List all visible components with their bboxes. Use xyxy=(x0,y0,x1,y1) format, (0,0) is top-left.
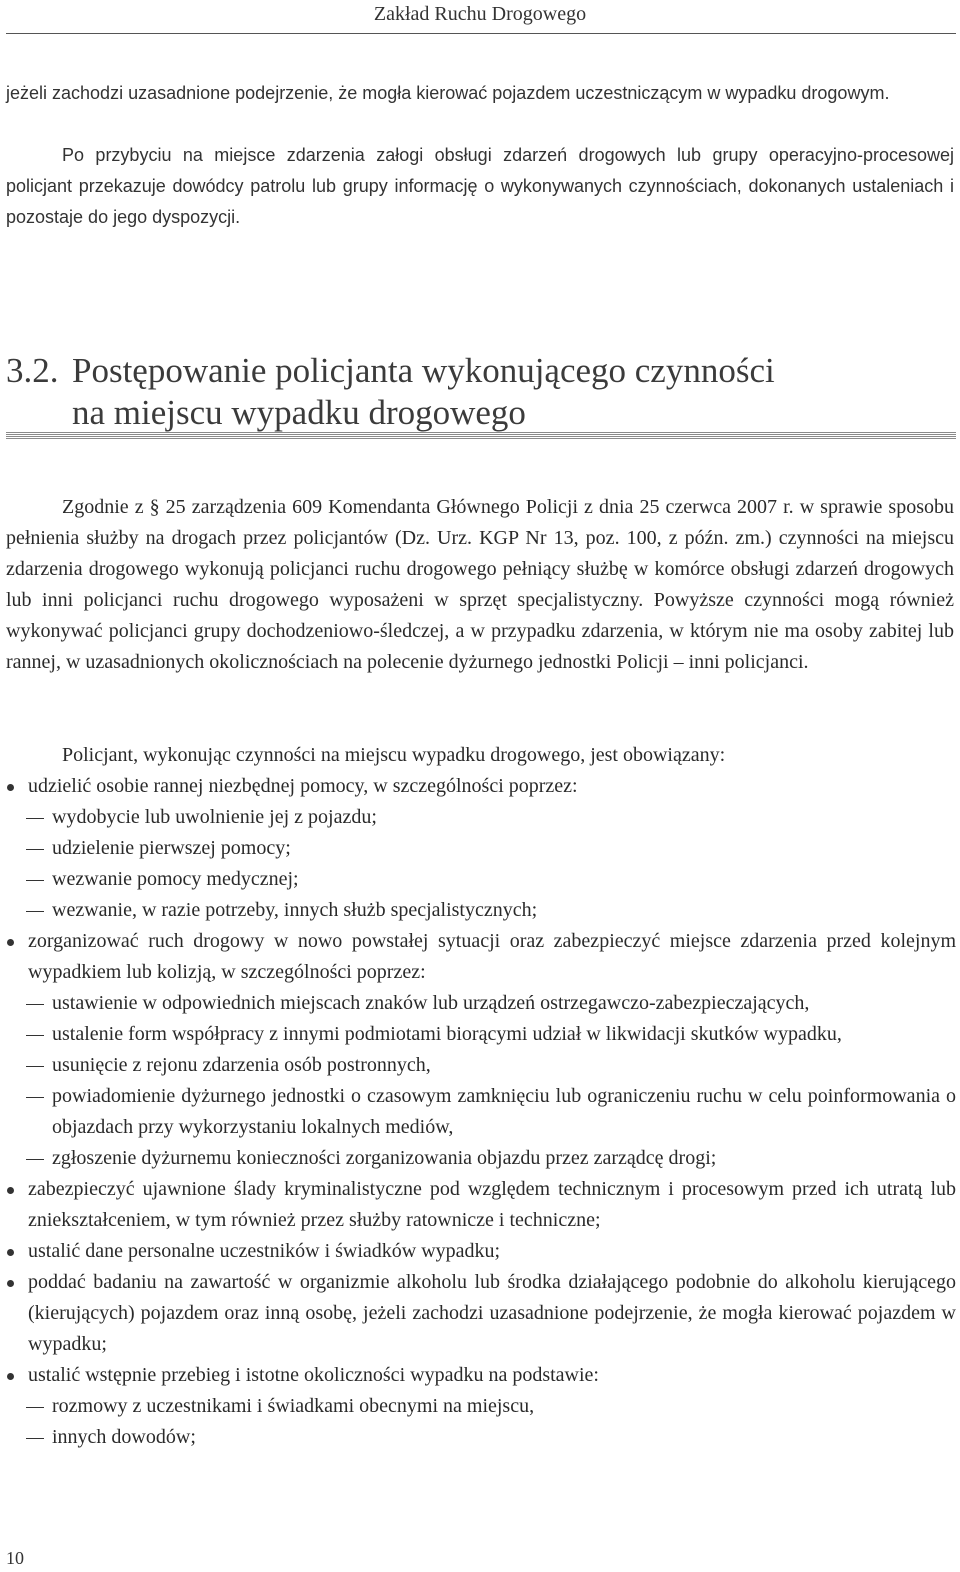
body-paragraph-1: Zgodnie z § 25 zarządzenia 609 Komendanta Głównego Policji z dnia 25 czerwca 2007 r. w sprawie sposobu pełnienia służby na drogach przez policjantów (Dz. Urz. KGP Nr 13, poz. 100, z późn. zm.) czynności na miejscu zdarzenia drogowego wykonują policjanci ruchu drogowego pełniący służbę w komórce obsługi zdarzeń drogowych lub inni policjanci ruchu drogowego wyposażeni w sprzęt specjalistyczny. Powyższe czynności mogą również wykonywać policjanci grupy dochodzeniowo-śledczej, a w przypadku zdarzenia, w którym nie ma osoby zabitej lub rannej, w uzasadnionych okolicznościach na polecenie dyżurnego jednostki Policji – inni policjanci. xyxy=(6,496,954,673)
dash-subitem: wydobycie lub uwolnienie jej z pojazdu; xyxy=(6,802,956,833)
page-number: 10 xyxy=(6,1548,24,1568)
bullet-item: zorganizować ruch drogowy w nowo powstałej sytuacji oraz zabezpieczyć miejsce zdarzenia przed kolejnym wypadkiem lub kolizją, w szczególności poprzez: xyxy=(6,926,956,988)
section-heading xyxy=(6,350,956,434)
dash-subitem: rozmowy z uczestnikami i świadkami obecnymi na miejscu, xyxy=(6,1391,956,1422)
section-heading-rule xyxy=(6,432,956,439)
running-header: Zakład Ruchu Drogowego xyxy=(373,3,587,25)
bullet-item: zabezpieczyć ujawnione ślady kryminalistyczne pod względem technicznym i procesowym przed ich utratą lub zniekształceniem, w tym również przez służby ratownicze i techniczne; xyxy=(6,1174,956,1236)
intro-paragraph-continued: jeżeli zachodzi uzasadnione podejrzenie, że mogła kierować pojazdem uczestniczącym w wypadku drogowym. xyxy=(6,83,890,103)
header-divider xyxy=(6,33,956,34)
dash-subitem: udzielenie pierwszej pomocy; xyxy=(6,833,956,864)
dash-subitem: wezwanie, w razie potrzeby, innych służb specjalistycznych; xyxy=(6,895,956,926)
dash-subitem: zgłoszenie dyżurnemu konieczności zorganizowania objazdu przez zarządcę drogi; xyxy=(6,1143,956,1174)
dash-subitem: innych dowodów; xyxy=(6,1422,956,1453)
dash-subitem: ustalenie form współpracy z innymi podmiotami biorącymi udział w likwidacji skutków wypadku, xyxy=(6,1019,956,1050)
bullet-item: ustalić dane personalne uczestników i świadków wypadku; xyxy=(6,1236,956,1267)
dash-subitem: wezwanie pomocy medycznej; xyxy=(6,864,956,895)
bullet-item: udzielić osobie rannej niezbędnej pomocy, w szczególności poprzez: xyxy=(6,771,956,802)
section-number: 3.2. xyxy=(6,351,59,390)
bullet-item: ustalić wstępnie przebieg i istotne okoliczności wypadku na podstawie: xyxy=(6,1360,956,1391)
bullet-item: poddać badaniu na zawartość w organizmie alkoholu lub środka działającego podobnie do alkoholu kierującego (kierujących) pojazdem oraz inną osobę, jeżeli zachodzi uzasadnione podejrzenie, że mogła kierować pojazdem w wypadku; xyxy=(6,1267,956,1360)
dash-subitem: ustawienie w odpowiednich miejscach znaków lub urządzeń ostrzegawczo-zabezpieczających, xyxy=(6,988,956,1019)
duties-list xyxy=(6,771,956,1453)
section-title-line1: Postępowanie policjanta wykonującego czynności xyxy=(72,351,775,390)
section-title-line2: na miejscu wypadku drogowego xyxy=(72,393,526,432)
body-paragraph-2: Policjant, wykonując czynności na miejscu wypadku drogowego, jest obowiązany: xyxy=(62,744,726,766)
dash-subitem: powiadomienie dyżurnego jednostki o czasowym zamknięciu lub ograniczeniu ruchu w celu poinformowania o objazdach przy wykorzystaniu lokalnych mediów, xyxy=(6,1081,956,1143)
dash-subitem: usunięcie z rejonu zdarzenia osób postronnych, xyxy=(6,1050,956,1081)
intro-paragraph: Po przybyciu na miejsce zdarzenia załogi obsługi zdarzeń drogowych lub grupy operacyjno-procesowej policjant przekazuje dowódcy patrolu lub grupy informację o wykonywanych czynnościach, dokonanych ustaleniach i pozostaje do jego dyspozycji. xyxy=(6,145,954,227)
